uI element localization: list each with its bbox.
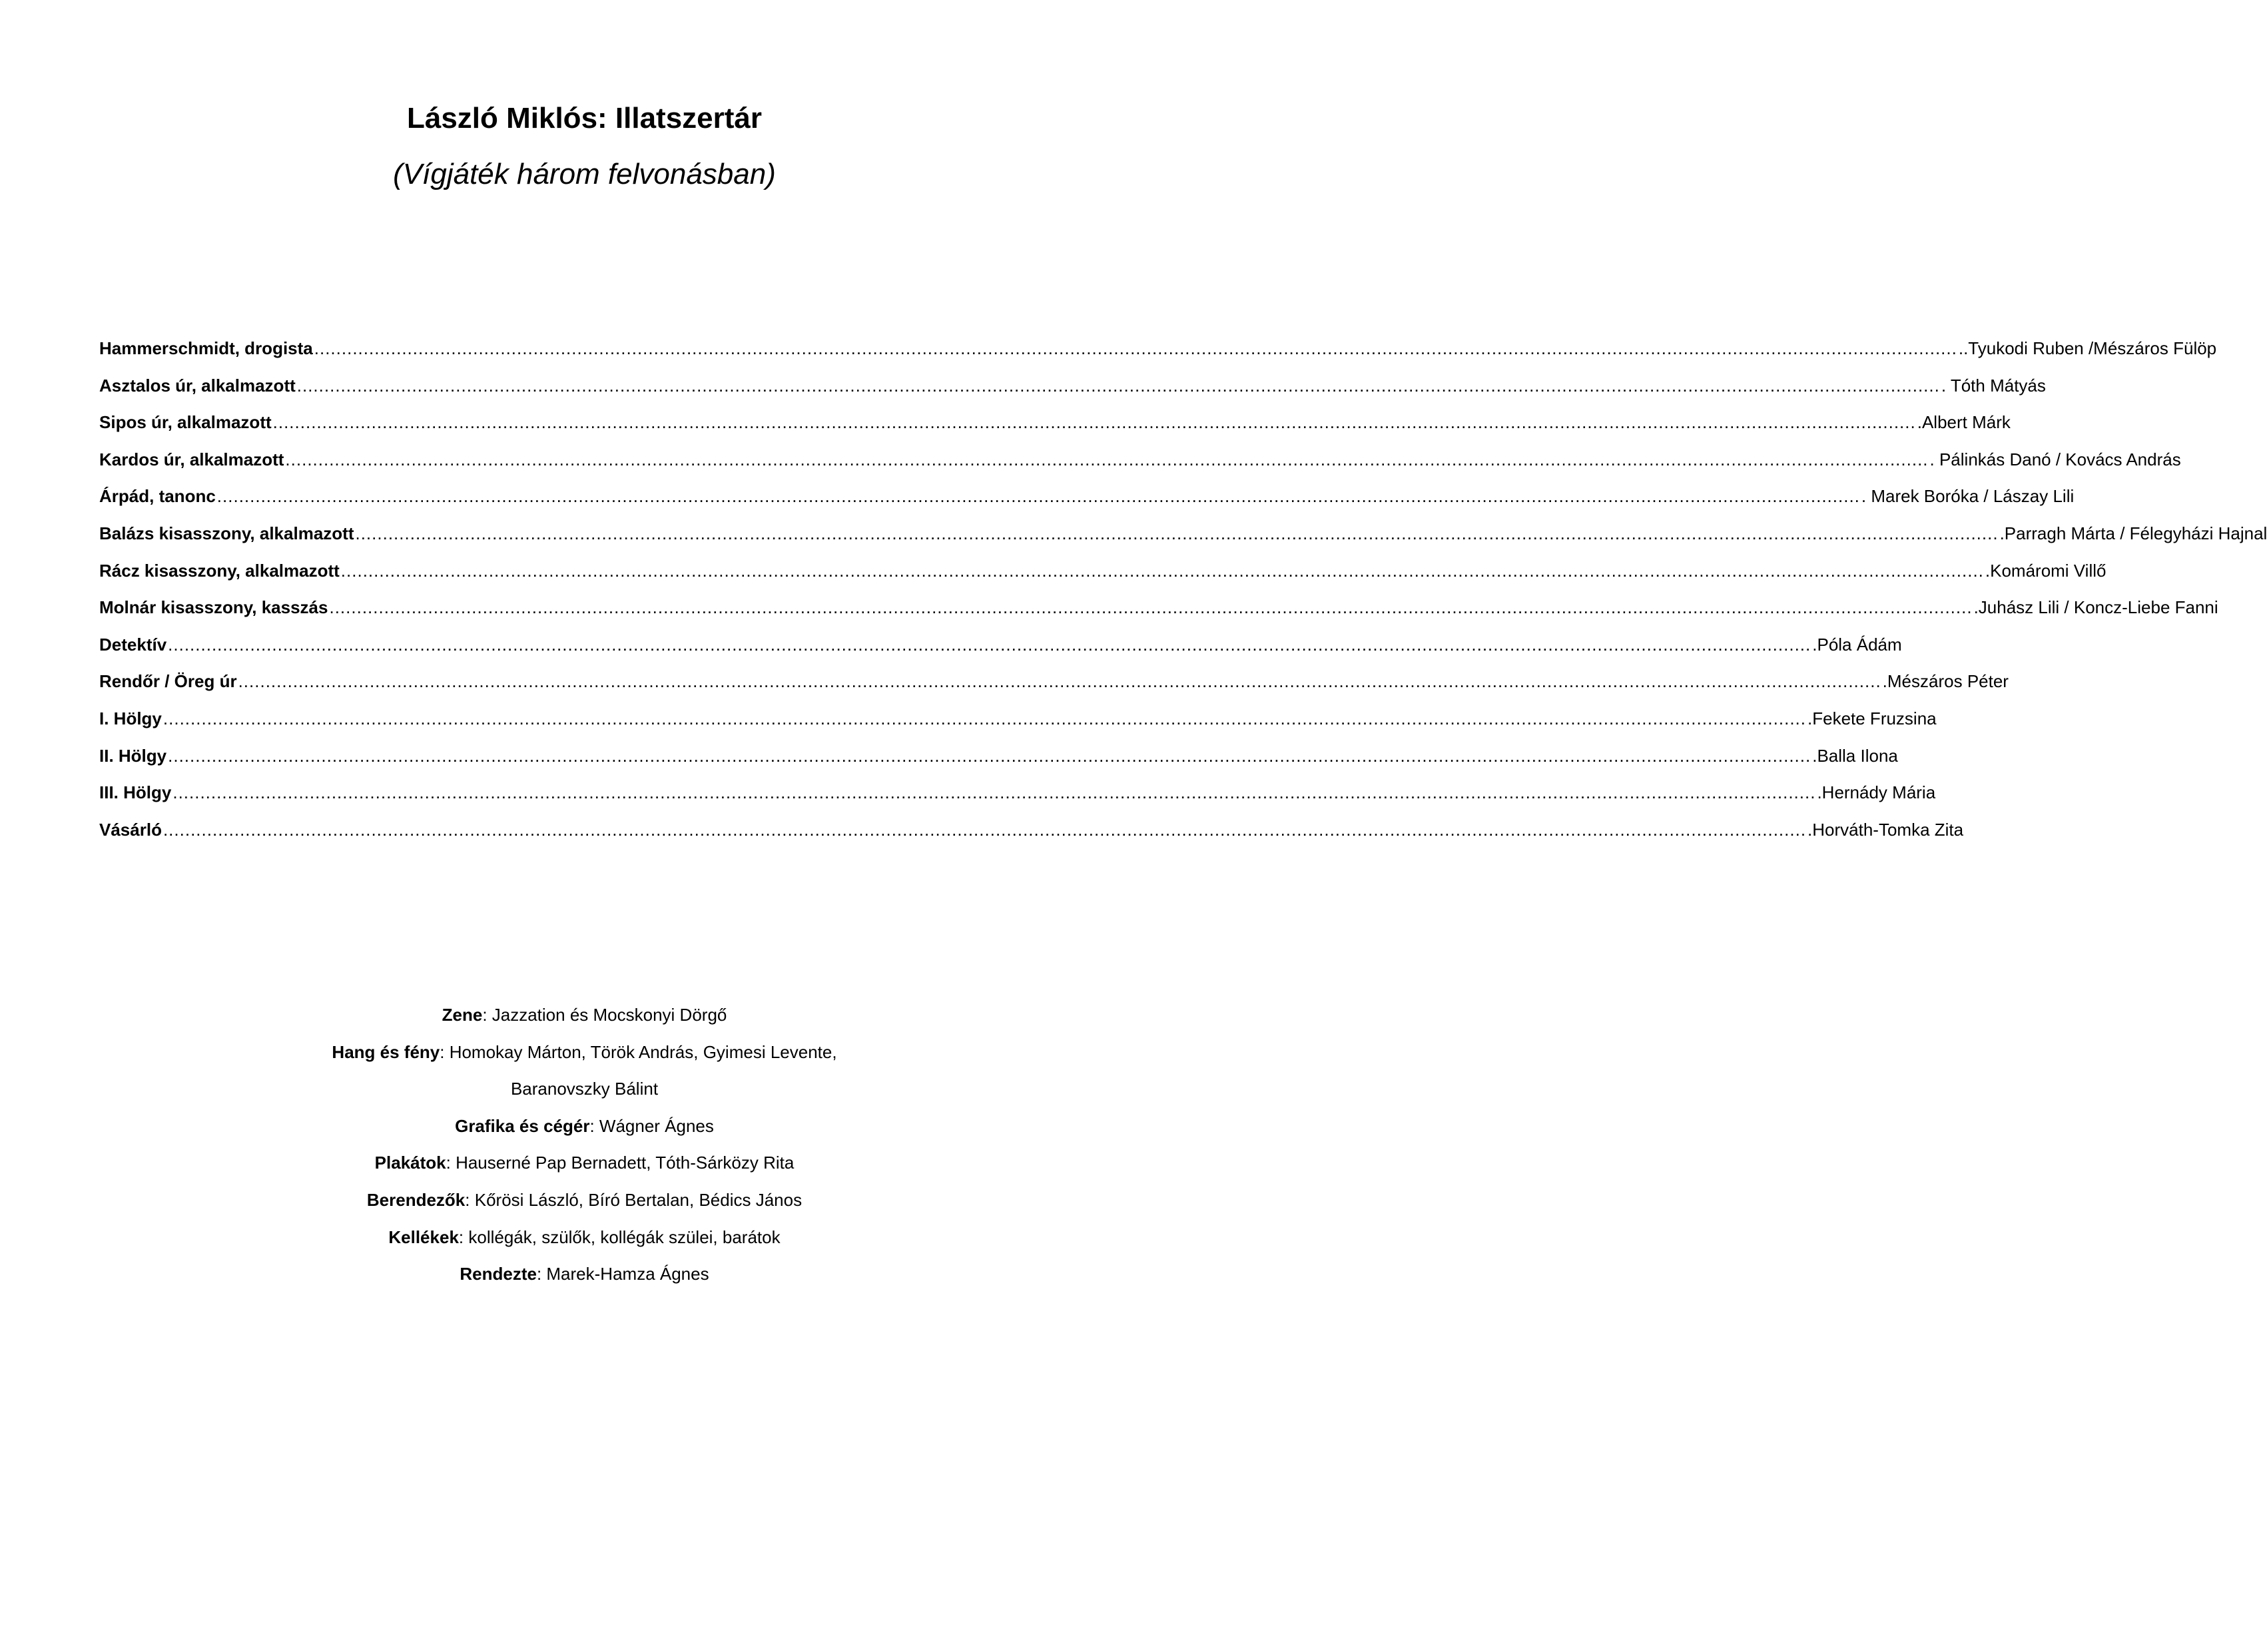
cast-actor: . Marek Boróka / Lászay Lili (1861, 486, 2075, 507)
cast-role: Asztalos úr, alkalmazott (99, 375, 296, 396)
cast-role: Árpád, tanonc (99, 486, 216, 507)
dot-leader: ............................................................................................................................................................................................................................................................................................................ (329, 597, 1973, 618)
cast-row (99, 818, 1964, 855)
credit-line (0, 1188, 1169, 1225)
cast-actor: .Mészáros Péter (1882, 671, 2009, 692)
cast-row (99, 633, 1902, 670)
credit-line (0, 1114, 1169, 1151)
credit-label: Plakátok (374, 1153, 446, 1173)
cast-row (99, 521, 2267, 559)
dot-leader: ............................................................................................................................................................................................................................................................................................................ (296, 375, 1940, 396)
credits-block (0, 1003, 1169, 1299)
cast-row (99, 410, 2011, 447)
cast-actor: . Pálinkás Danó / Kovács András (1929, 449, 2181, 469)
credit-text: : Wágner Ágnes (589, 1115, 714, 1136)
credit-line (0, 1262, 1169, 1299)
dot-leader: ............................................................................................................................................................................................................................................................................................................ (340, 560, 1984, 581)
cast-actor: .Horváth-Tomka Zita (1807, 819, 1964, 840)
cast-role: Molnár kisasszony, kasszás (99, 597, 328, 618)
cast-role: Hammerschmidt, drogista (99, 338, 313, 358)
dot-leader: ............................................................................................................................................................................................................................................................................................................ (238, 671, 1881, 692)
credit-text: Baranovszky Bálint (510, 1079, 659, 1099)
cast-row (99, 595, 2218, 633)
credit-line (0, 1003, 1169, 1040)
credit-line (0, 1077, 1169, 1114)
dot-leader: ............................................................................................................................................................................................................................................................................................................ (162, 819, 1807, 840)
cast-row (99, 374, 2046, 411)
cast-role: Vásárló (99, 819, 162, 840)
credit-text: : Jazzation és Mocskonyi Dörgő (482, 1005, 727, 1025)
credit-line (0, 1040, 1169, 1077)
dot-leader: ............................................................................................................................................................................................................................................................................................................ (285, 449, 1929, 469)
credit-label: Kellékek (388, 1227, 459, 1247)
cast-actor: .Balla Ilona (1812, 745, 1898, 766)
page-title: László Miklós: Illatszertár (406, 102, 763, 135)
page-subtitle: (Vígjáték három felvonásban) (393, 158, 776, 190)
credit-text: : kollégák, szülők, kollégák szülei, barátok (458, 1227, 781, 1247)
cast-row (99, 706, 1937, 744)
dot-leader: ............................................................................................................................................................................................................................................................................................................ (216, 486, 1860, 507)
credit-label: Grafika és cégér (455, 1115, 590, 1136)
cast-actor: .Albert Márk (1917, 412, 2011, 433)
cast-row (99, 780, 1936, 818)
credit-text: : Homokay Márton, Török András, Gyimesi Levente, (440, 1041, 837, 1062)
credit-text: : Kőrösi László, Bíró Bertalan, Bédics János (465, 1189, 803, 1210)
cast-actor: .Juhász Lili / Koncz-Liebe Fanni (1973, 597, 2218, 618)
cast-role: Detektív (99, 634, 167, 655)
cast-actor: .Parragh Márta / Félegyházi Hajnal (1999, 523, 2267, 543)
dot-leader: ............................................................................................................................................................................................................................................................................................................ (168, 634, 1811, 655)
dot-leader: ............................................................................................................................................................................................................................................................................................................ (355, 523, 1999, 543)
cast-actor: .Póla Ádám (1812, 634, 1902, 655)
credit-text: : Hauserné Pap Bernadett, Tóth-Sárközy Rita (446, 1153, 795, 1173)
dot-leader: ............................................................................................................................................................................................................................................................................................................ (314, 338, 1957, 358)
credit-line (0, 1225, 1169, 1262)
cast-role: II. Hölgy (99, 745, 167, 766)
cast-row (99, 559, 2106, 596)
cast-actor: .Fekete Fruzsina (1807, 708, 1937, 728)
cast-role: Balázs kisasszony, alkalmazott (99, 523, 354, 543)
cast-role: Rendőr / Öreg úr (99, 671, 237, 692)
dot-leader: ............................................................................................................................................................................................................................................................................................................ (168, 745, 1811, 766)
cast-actor: ..Tyukodi Ruben /Mészáros Fülöp (1958, 338, 2217, 358)
credit-label: Hang és fény (332, 1041, 440, 1062)
dot-leader: ............................................................................................................................................................................................................................................................................................................ (162, 708, 1806, 728)
cast-role: III. Hölgy (99, 782, 172, 803)
dot-leader: ............................................................................................................................................................................................................................................................................................................ (272, 412, 1916, 433)
credit-line (0, 1151, 1169, 1188)
cast-actor: .Komáromi Villő (1985, 560, 2106, 581)
cast-row (99, 669, 2009, 706)
cast-row (99, 336, 2217, 374)
cast-row (99, 744, 1898, 781)
dot-leader: ............................................................................................................................................................................................................................................................................................................ (172, 782, 1816, 803)
cast-role: I. Hölgy (99, 708, 162, 728)
credit-label: Berendezők (366, 1189, 466, 1210)
cast-row (99, 447, 2181, 485)
cast-role: Sipos úr, alkalmazott (99, 412, 272, 433)
credit-text: : Marek-Hamza Ágnes (536, 1264, 709, 1284)
credit-label: Zene (442, 1005, 483, 1025)
cast-actor: .Hernády Mária (1817, 782, 1936, 803)
cast-actor: . Tóth Mátyás (1941, 375, 2046, 396)
cast-list (99, 336, 2267, 854)
cast-role: Rácz kisasszony, alkalmazott (99, 560, 340, 581)
credit-label: Rendezte (460, 1264, 537, 1284)
cast-row (99, 484, 2075, 521)
cast-role: Kardos úr, alkalmazott (99, 449, 284, 469)
